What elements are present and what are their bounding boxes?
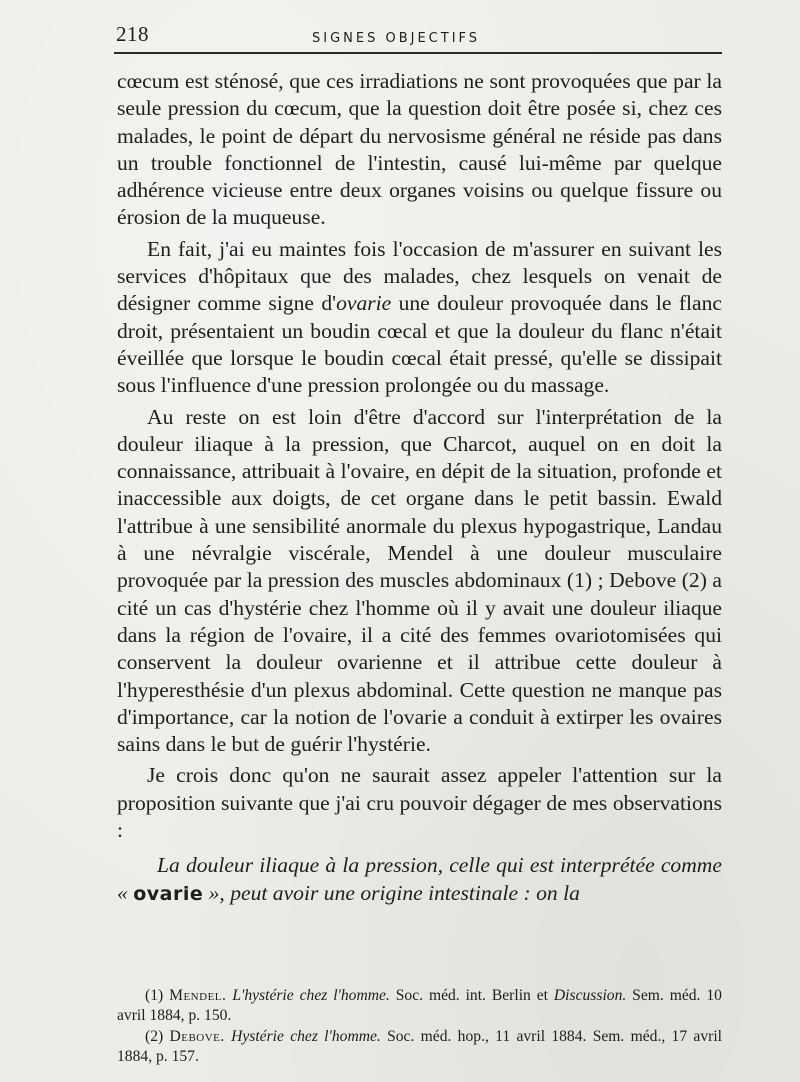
- ovarie-emphasis: ovarie: [336, 291, 392, 316]
- paragraph-interpretation: Au reste on est loin d'être d'accord sur l'interprétation de la douleur iliaque à la pression, que Charcot, auquel on en doit la connaissance, attribuait à l'ovaire, en dépit de la situation, profonde et inaccessible aux doigts, de cet organe dans le petit bassin. Ewald l'attribue à une sensibilité anormale du plexus hypogastrique, Landau à une névralgie viscérale, Mendel à une douleur musculaire provoquée par la pression des muscles abdominaux (1) ; Debove (2) a cité un cas d'hystérie chez l'homme où il y avait une douleur iliaque dans la région de l'ovaire, il a cité des femmes ovariotomisées qui conservent la douleur ovarienne et il attribue cette douleur à l'hyperesthésie d'un plexus abdominal. Cette question ne manque pas d'importance, car la notion de l'ovarie a conduit à extirper les ovaires sains dans le but de guérir l'hystérie.: [117, 404, 722, 757]
- footnote-1-marker: (1): [145, 987, 170, 1004]
- footnote-2: [117, 1027, 722, 1066]
- footnote-1-title2: Discussion.: [553, 987, 627, 1004]
- footnote-2-source: Soc. méd. hop., 11 avril 1884. Sem. méd., 17 avril 1884, p. 157.: [117, 1028, 722, 1065]
- proposition-caps: ovarie: [133, 882, 204, 905]
- page-header: [116, 22, 720, 52]
- footnote-1: [117, 986, 722, 1025]
- paragraph-continuation: cœcum est sténosé, que ces irradiations ne sont provoquées que par la seule pression du cœcum, que la question doit être posée si, chez ces malades, le point de départ du nervosisme général ne réside pas dans un trouble fonctionnel de l'intestin, causé lui-même par quelque adhérence vicieuse entre deux organes voisins ou quelque fissure ou érosion de la muqueuse.: [117, 69, 722, 230]
- footnote-1-rest: Sem. méd. 10 avril 1884, p. 150.: [117, 987, 722, 1024]
- proposition-after: », peut avoir une origine intestinale : on la: [203, 880, 580, 905]
- paragraph-ovarie-before: En fait, j'ai eu maintes fois l'occasion de m'assurer en suivant les services d'hôpitaux que des malades, chez lesquels on venait de désigner comme signe d': [117, 236, 722, 316]
- footnote-1-title: L'hystérie chez l'homme.: [226, 987, 390, 1004]
- header-rule: [114, 52, 722, 54]
- footnote-1-author: Mendel.: [169, 987, 227, 1004]
- footnote-2-title: Hystérie chez l'homme.: [224, 1028, 381, 1045]
- running-head: SIGNES OBJECTIFS: [312, 31, 481, 46]
- footnote-2-marker: (2): [145, 1028, 170, 1045]
- paragraph-ovarie: [117, 236, 722, 400]
- body-text: [117, 68, 722, 908]
- footnotes: [117, 986, 722, 1068]
- proposition-statement: [117, 852, 722, 908]
- paragraph-proposition: Je crois donc qu'on ne saurait assez appeler l'attention sur la proposition suivante que j'ai cru pouvoir dégager de mes observations :: [117, 763, 722, 843]
- footnote-1-source: Soc. méd. int. Berlin et: [389, 987, 554, 1004]
- page-number: 218: [116, 22, 149, 46]
- footnote-2-author: Debove.: [169, 1028, 225, 1045]
- paragraph-ovarie-after: une douleur provoquée dans le flanc droit, présentaient un boudin cœcal et que la douleur du flanc n'était éveillée que lorsque le boudin cœcal était pressé, qu'elle se dissipait sous l'influence d'une pression prolongée ou du massage.: [117, 291, 722, 398]
- proposition-before: La douleur iliaque à la pression, celle qui est interprétée comme «: [117, 853, 722, 905]
